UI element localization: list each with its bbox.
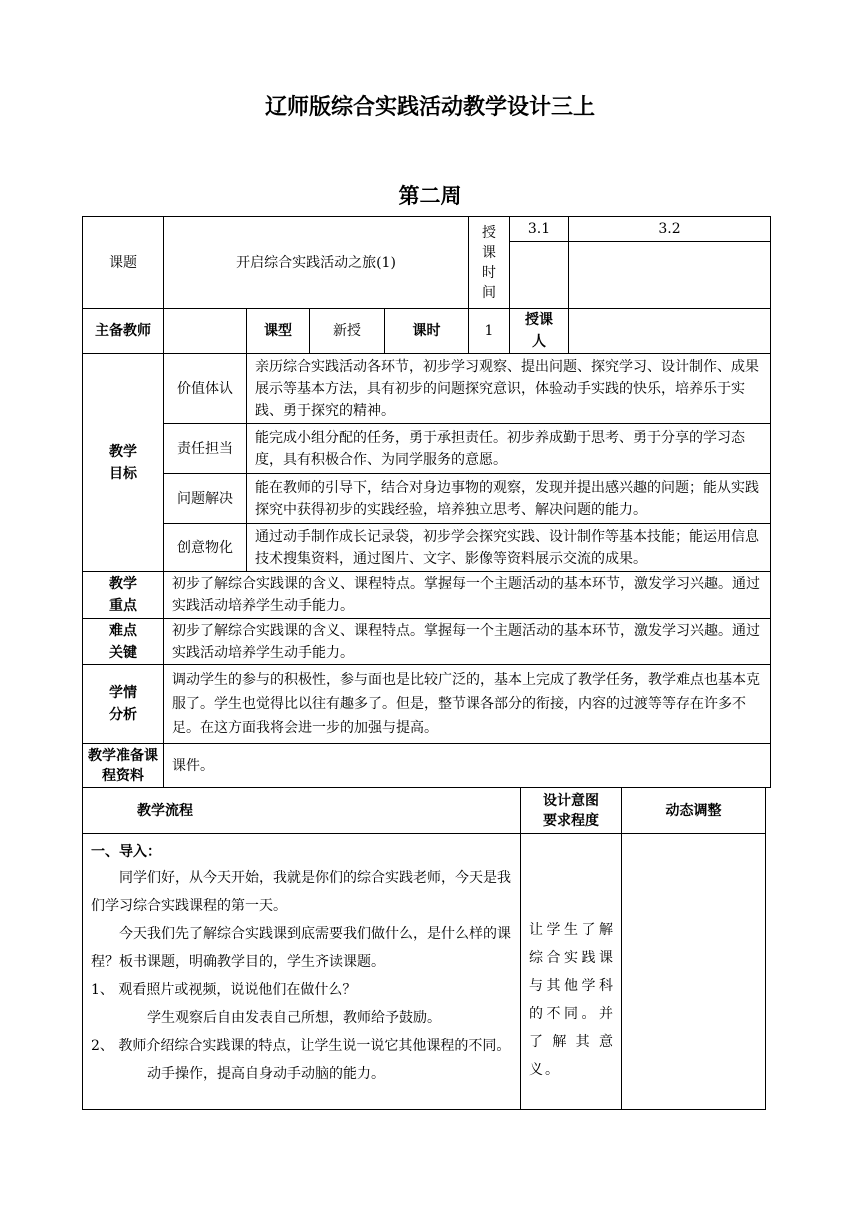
week-heading: 第二周 (398, 184, 462, 208)
section-heading: 一、导入： (91, 844, 161, 860)
goal-text: 通过动手制作成长记录袋，初步学会探究实践、设计制作等基本技能；能运用信息技术搜集资料，通过图片、文字、影像等资料展示交流的成果。 (246, 523, 771, 572)
document-title: 辽师版综合实践活动教学设计三上 (264, 95, 595, 120)
intent-text: 让学生了解综合实践课与其他学科的不同。并了解其意义。 (520, 833, 622, 1110)
adjust-header: 动态调整 (621, 787, 766, 834)
focus-text: 初步了解综合实践课的含义、课程特点。掌握每一个主题活动的基本环节，激发学习兴趣。通过实践活动培养学生动手能力。 (163, 571, 771, 619)
list-item: 2、 教师介绍综合实践课的特点，让学生说一说它其他课程的不同。 (91, 1038, 511, 1054)
lesson-hours-value: 1 (468, 308, 510, 354)
focus-label: 教学重点 (82, 571, 164, 619)
goals-label: 教学目标 (82, 353, 164, 572)
topic-label: 课题 (82, 216, 164, 309)
goal-name: 价值体认 (163, 353, 247, 424)
list-item: 1、 观看照片或视频，说说他们在做什么？ (91, 982, 357, 998)
list-item-note: 动手操作，提高自身动手动脑的能力。 (147, 1066, 385, 1082)
adjust-cell (621, 833, 766, 1110)
lecturer-value (568, 308, 771, 354)
paragraph: 同学们好，从今天开始，我就是你们的综合实践老师，今天是我们学习综合实践课程的第一天。 (91, 870, 511, 914)
prep-label: 教学准备课程资料 (82, 743, 164, 788)
teaching-time-label: 授课时间 (468, 216, 510, 309)
time-cell-1 (509, 241, 569, 309)
process-header: 教学流程 (82, 787, 521, 834)
goal-text: 能在教师的引导下，结合对身边事物的观察，发现并提出感兴趣的问题；能从实践探究中获得初步的实践经验，培养独立思考、解决问题的能力。 (246, 473, 771, 524)
time-col-1: 3.1 (509, 216, 569, 242)
goal-text: 亲历综合实践活动各环节，初步学习观察、提出问题、探究学习、设计制作、成果展示等基本方法，具有初步的问题探究意识，体验动手实践的快乐，培养乐于实践、勇于探究的精神。 (246, 353, 771, 424)
time-col-2: 3.2 (568, 216, 771, 242)
teacher-label: 主备教师 (82, 308, 164, 354)
intent-header: 设计意图要求程度 (520, 787, 622, 834)
prep-text: 课件。 (163, 743, 771, 788)
process-content (82, 833, 521, 1110)
teacher-value (163, 308, 247, 354)
analysis-text: 调动学生的参与的积极性，参与面也是比较广泛的，基本上完成了教学任务，教学难点也基本克服了。学生也觉得比以往有趣多了。但是，整节课各部分的衔接，内容的过渡等等存在许多不足。在这方面我将会进一步的加强与提高。 (163, 664, 771, 744)
goal-text: 能完成小组分配的任务，勇于承担责任。初步养成勤于思考、勇于分享的学习态度，具有积极合作、为同学服务的意愿。 (246, 423, 771, 474)
analysis-label: 学情分析 (82, 664, 164, 744)
goal-name: 创意物化 (163, 523, 247, 572)
difficulty-label: 难点关键 (82, 618, 164, 665)
lesson-type-label: 课型 (246, 308, 310, 354)
lesson-hours-label: 课时 (384, 308, 469, 354)
list-item-note: 学生观察后自由发表自己所想，教师给予鼓励。 (147, 1010, 441, 1026)
goal-name: 责任担当 (163, 423, 247, 474)
lecturer-label: 授课人 (509, 308, 569, 354)
topic-value: 开启综合实践活动之旅(1) (163, 216, 469, 309)
difficulty-text: 初步了解综合实践课的含义、课程特点。掌握每一个主题活动的基本环节，激发学习兴趣。通过实践活动培养学生动手能力。 (163, 618, 771, 665)
paragraph: 今天我们先了解综合实践课到底需要我们做什么，是什么样的课程？板书课题，明确教学目的，学生齐读课题。 (91, 926, 511, 970)
goal-name: 问题解决 (163, 473, 247, 524)
lesson-type-value: 新授 (309, 308, 385, 354)
time-cell-2 (568, 241, 771, 309)
